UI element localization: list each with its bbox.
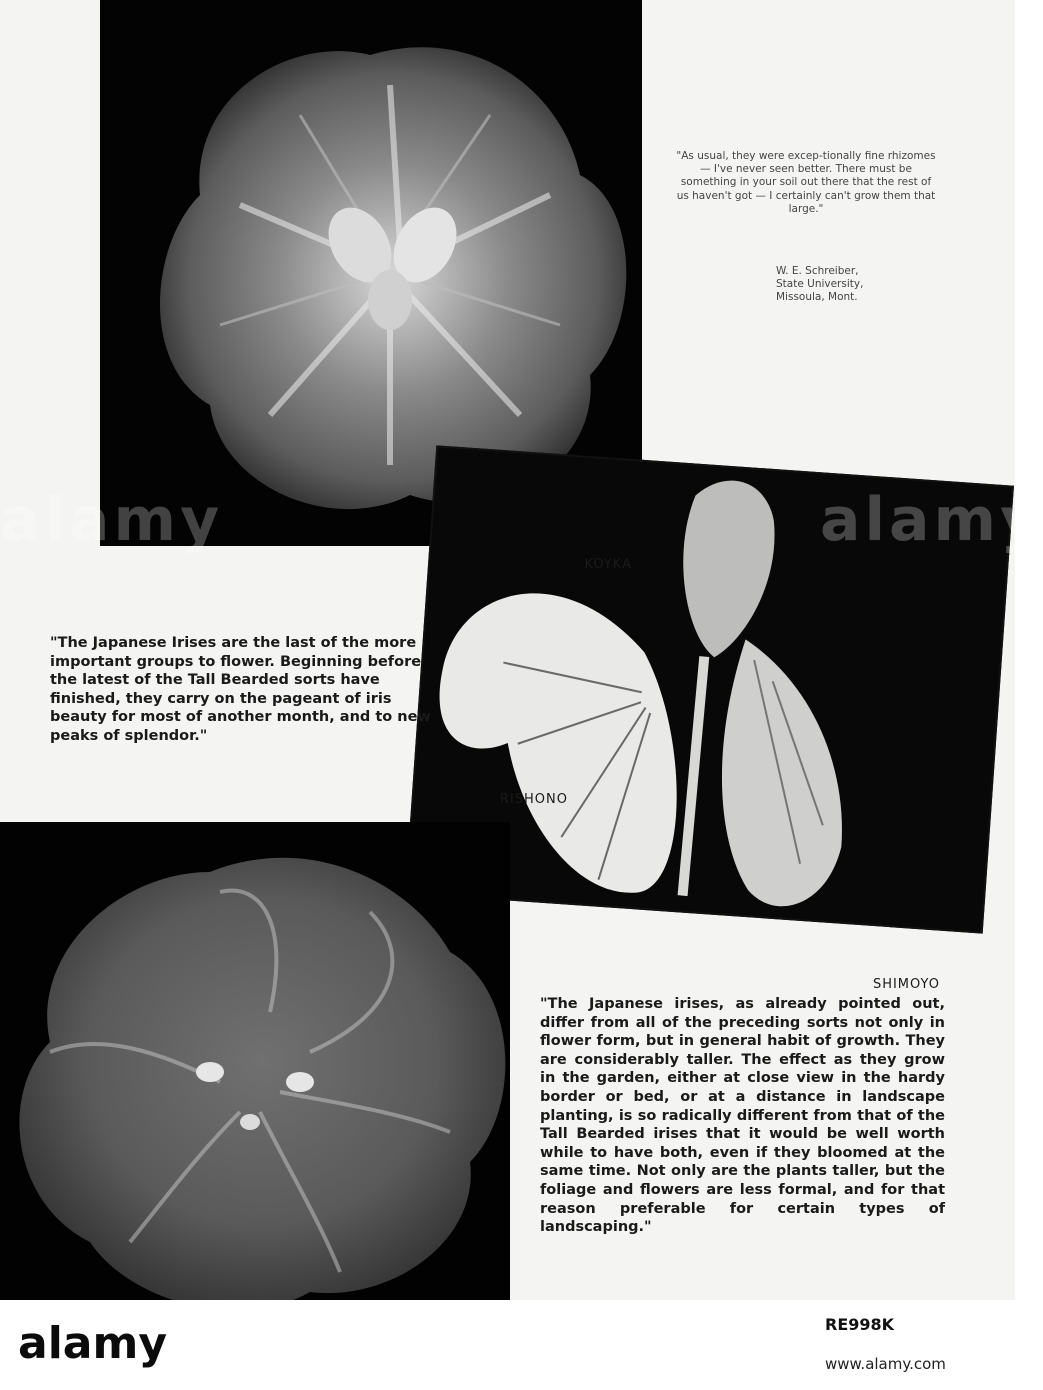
rishono-photo xyxy=(0,822,510,1300)
rishono-flower-image xyxy=(0,822,510,1300)
watermark-image-id: RE998K xyxy=(825,1315,895,1334)
middle-quote: "The Japanese Irises are the last of the more important groups to flower. Beginning before the latest of the Tall Bearded sorts have finished, they carry on the pageant of iris beauty for most of another month, and to new peaks of splendor." xyxy=(50,635,431,744)
watermark-url: www.alamy.com xyxy=(825,1355,946,1373)
attribution-location: Missoula, Mont. xyxy=(776,291,858,304)
caption-koyka: KOYKA xyxy=(584,557,632,572)
watermark-overlay-right: alamy xyxy=(820,485,1043,555)
attribution-name: W. E. Schreiber, xyxy=(776,265,859,277)
testimonial-attribution xyxy=(776,265,946,305)
attribution-institution: State University, xyxy=(776,278,864,291)
testimonial-quote: "As usual, they were excep-tionally fine rhizomes — I've never seen better. There must be something in your soil out there that the rest of us haven't got — I certainly can't grow them that large." xyxy=(676,150,936,215)
watermark-logo: alamy xyxy=(18,1318,167,1369)
bottom-quote: "The Japanese irises, as already pointed out, differ from all of the preceding sorts not only in flower form, but in general habit of growth. They are considerably taller. The effect as they grow in the garden, either at close view in the hardy border or bed, or at a distance in landscape planting, is so radically different from that of the Tall Bearded irises that it would be well worth while to have both, even if they bloomed at the same time. Not only are the plants taller, but the foliage and flowers are less formal, and for that reason preferable for certain types of landscaping." xyxy=(540,996,945,1236)
caption-shimoyo: SHIMOYO xyxy=(872,977,940,992)
caption-rishono: RISHONO xyxy=(499,792,568,807)
watermark-overlay-left: alamy xyxy=(0,485,224,555)
